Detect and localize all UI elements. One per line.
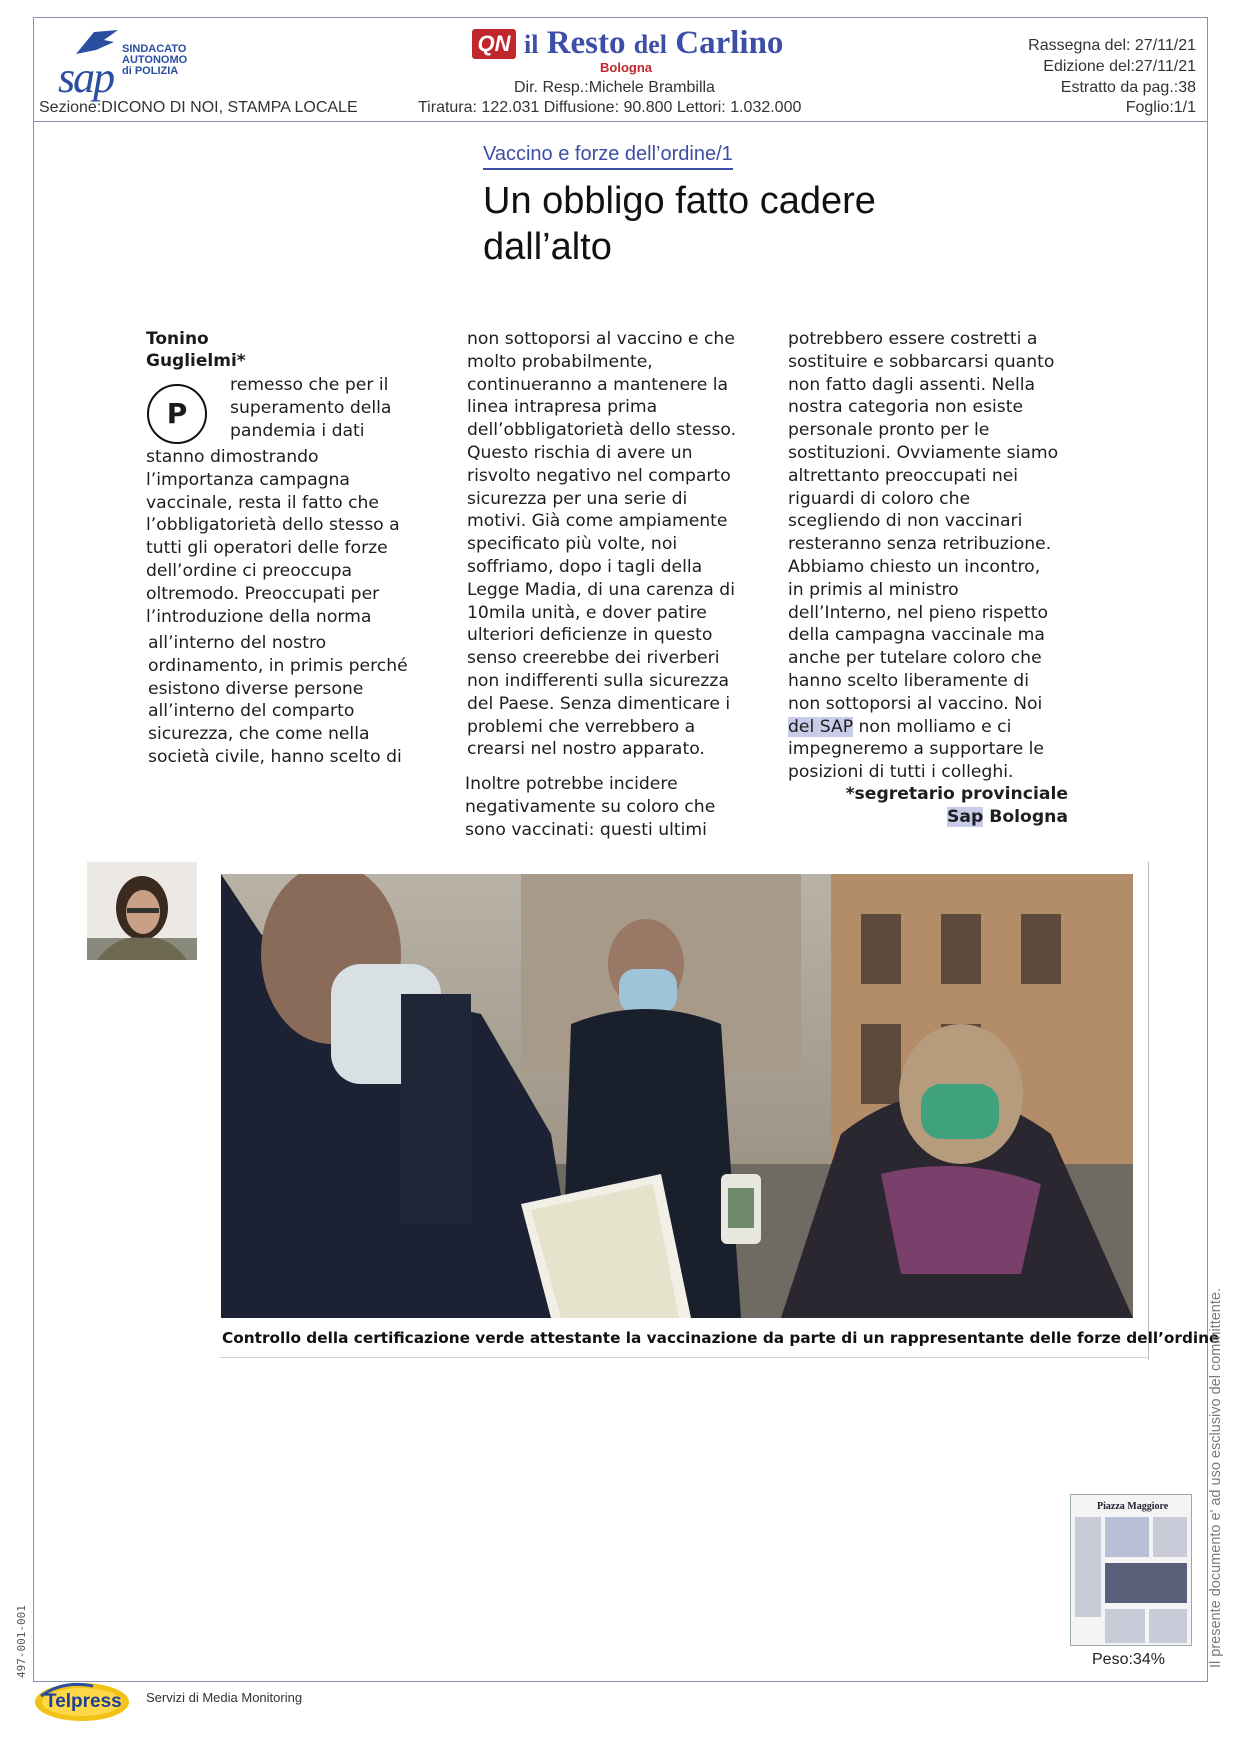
page-weight: Peso:34%	[1092, 1651, 1165, 1668]
text-line: altrettanto preoccupati nei	[788, 465, 1019, 486]
text-line: remesso che per il	[230, 375, 389, 395]
sap-logo	[58, 28, 193, 102]
header-divider	[34, 121, 1207, 122]
page-thumbnail	[1070, 1494, 1192, 1646]
photo-caption: Controllo della certificazione verde attestante la vaccinazione da parte di un rappresentante delle forze dell’ordine	[222, 1329, 1220, 1347]
text-line: potrebbero essere costretti a	[788, 329, 1038, 349]
thumbnail-title: Piazza Maggiore	[1097, 1501, 1169, 1512]
circulation-line: Tiratura: 122.031 Diffusione: 90.800 Lettori: 1.032.000	[418, 99, 802, 116]
edition-name: Bologna	[600, 60, 652, 75]
photo-frame-right	[1148, 862, 1149, 1360]
author-photo	[87, 862, 197, 960]
text-line: Inoltre potrebbe incidere	[465, 774, 678, 794]
text-line: sicurezza per una serie di	[467, 488, 688, 509]
sheet-number: Foglio:1/1	[1125, 99, 1196, 116]
col3-body: potrebbero essere costretti a sostituire e sobbarcarsi quanto non fatto dagli assenti. Nella nostra categoria non esiste personale pronto per le sostituzioni. Ovviamente siamo altrettanto preoccupati nei riguardi di coloro che scegliendo di non vaccinari resteranno senza retribuzione. Abbiamo chiesto un incontro, in primis al ministro dell’Interno, nel pieno rispetto della campagna vaccinale ma anche per tutelare coloro che hanno scelto liberamente di non sottoporsi al vaccino. Noi del SAP non molliamo e ci impegneremo a supportare le posizioni di tutti i colleghi.	[788, 328, 1088, 784]
article-photo	[221, 874, 1133, 1318]
text-line: della campagna vaccinale ma	[788, 625, 1045, 646]
photo-frame-bottom	[220, 1357, 1149, 1358]
text-line: non indifferenti sulla sicurezza	[467, 670, 729, 691]
text-line: nostra categoria non esiste	[788, 397, 1024, 418]
page-extract: Estratto da pag.:38	[1060, 79, 1196, 96]
text-line: pandemia i dati	[230, 420, 365, 441]
text-line: sostituire e sobbarcarsi quanto	[788, 351, 1055, 372]
newspaper-masthead: il Resto del Carlino	[524, 25, 784, 61]
text-line: crearsi nel nostro apparato.	[467, 739, 705, 760]
text-line: non fatto dagli assenti. Nella	[788, 374, 1036, 395]
text-line: linea intrapresa prima	[467, 397, 658, 418]
text-line: tutti gli operatori delle forze	[146, 538, 388, 559]
text-line: sostituzioni. Ovviamente siamo	[788, 442, 1059, 463]
text-line: problemi che verrebbero a	[467, 716, 696, 737]
text-line: motivi. Già come ampiamente	[467, 511, 728, 532]
col2-body	[467, 328, 777, 761]
signature: *segretario provinciale Sap Bologna	[845, 784, 1068, 827]
thumbnail-layout	[1071, 1515, 1191, 1645]
highlight-sap-signature: Sap	[946, 806, 984, 827]
disclaimer-vertical: Il presente documento e' ad uso esclusivo del committente.	[1208, 1288, 1224, 1668]
review-date: Rassegna del: 27/11/21	[1028, 37, 1196, 54]
text-line: senso creerebbe dei riverberi	[467, 648, 720, 669]
text-line: vaccinale, resta il fatto che	[146, 492, 380, 513]
highlight-sap: del SAP	[788, 716, 854, 737]
text-line: molto probabilmente,	[467, 351, 653, 372]
text-line: dell’ordine ci preoccupa	[146, 560, 353, 581]
col2-continued	[465, 773, 775, 841]
text-line: superamento della	[230, 397, 392, 418]
text-line: ulteriori deficienze in questo	[467, 625, 713, 646]
text-line: riguardi di coloro che	[788, 488, 971, 509]
text-line: società civile, hanno scelto di	[148, 746, 402, 767]
text-line: l’introduzione della norma	[146, 606, 372, 627]
text-line: sicurezza, che come nella	[148, 724, 370, 745]
text-line: oltremodo. Preoccupati per	[146, 583, 380, 604]
document-code: 497-001-001	[15, 1605, 28, 1678]
text-line: Questo rischia di avere un	[467, 442, 693, 463]
media-monitoring-label: Servizi di Media Monitoring	[146, 1690, 303, 1705]
col1-intro	[230, 374, 430, 442]
telpress-logo: Telpress	[33, 1678, 131, 1724]
article-headline: Un obbligo fatto cadere dall’alto	[483, 180, 876, 268]
text-line: Legge Madia, di una carenza di	[467, 579, 735, 600]
text-line: scegliendo di non vaccinari	[788, 511, 1023, 532]
qn-logo: QN	[472, 29, 516, 59]
text-line: stanno dimostrando	[146, 447, 319, 467]
text-line: all’interno del comparto	[148, 701, 355, 722]
text-line: continueranno a mantenere la	[467, 374, 729, 395]
text-line: ordinamento, in primis perché	[148, 655, 408, 676]
text-line: l’obbligatorietà dello stesso a	[146, 515, 400, 536]
sap-letters: sap	[58, 53, 114, 102]
col1-continued	[148, 632, 448, 769]
text-line: impegneremo a supportare le	[788, 739, 1044, 760]
text-line: sono vaccinati: questi ultimi	[465, 819, 707, 840]
text-line: Abbiamo chiesto un incontro,	[788, 556, 1041, 577]
text-line: non sottoporsi al vaccino e che	[467, 329, 735, 349]
text-line: personale pronto per le	[788, 420, 990, 441]
sap-name: SINDACATO AUTONOMO di POLIZIA	[122, 43, 188, 77]
text-line: l’importanza campagna	[146, 469, 350, 490]
text-line: negativamente su coloro che	[465, 796, 716, 817]
drop-cap: P	[147, 384, 207, 444]
director-line: Dir. Resp.:Michele Brambilla	[514, 79, 715, 96]
text-line: soffriamo, dopo i tagli della	[467, 556, 703, 577]
article-kicker: Vaccino e forze dell’ordine/1	[483, 143, 733, 170]
text-line: esistono diverse persone	[148, 678, 364, 699]
text-line: non sottoporsi al vaccino. Noi	[788, 693, 1043, 714]
text-line: anche per tutelare coloro che	[788, 648, 1042, 669]
edition-date: Edizione del:27/11/21	[1043, 58, 1196, 75]
text-line: 10mila unità, e dover patire	[467, 602, 707, 623]
article-author: Tonino Guglielmi*	[146, 329, 246, 371]
text-line: dell’Interno, nel pieno rispetto	[788, 602, 1048, 623]
text-line: del Paese. Senza dimenticare i	[467, 693, 731, 714]
text-line: specificato più volte, noi	[467, 534, 678, 555]
text-line: all’interno del nostro	[148, 633, 327, 653]
text-line: dell’obbligatorietà dello stesso.	[467, 420, 737, 441]
text-line: risvolto negativo nel comparto	[467, 465, 731, 486]
text-line: hanno scelto liberamente di	[788, 670, 1029, 691]
text-line: posizioni di tutti i colleghi.	[788, 762, 1014, 783]
text-line: in primis al ministro	[788, 579, 959, 600]
text-line: resteranno senza retribuzione.	[788, 534, 1052, 555]
section-label: Sezione:DICONO DI NOI, STAMPA LOCALE	[39, 99, 358, 116]
col1-body	[146, 446, 446, 628]
